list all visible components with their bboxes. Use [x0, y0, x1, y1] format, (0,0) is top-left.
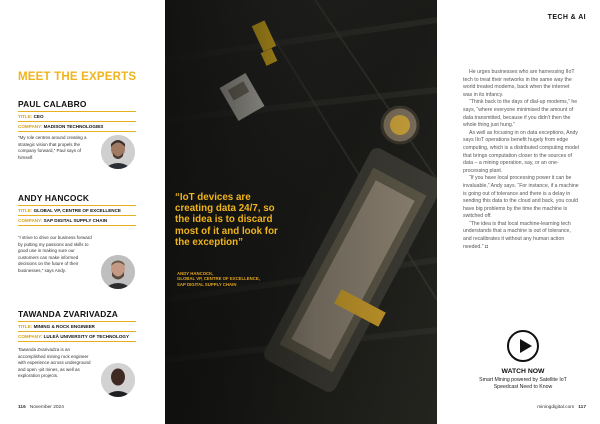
- watch-now-link[interactable]: WATCH NOW: [501, 368, 545, 375]
- pull-quote: “IoT devices are creating data 24/7, so the idea is to discard most of it and look for the exception”: [175, 192, 278, 248]
- article-paragraph: “The idea is that local machine-learning tech understands that a machine is out of tolerance, and recalibrates it without any human action needed.” ◘: [463, 220, 571, 250]
- attribution-name: ANDY HANCOCK,: [177, 271, 214, 276]
- expert-title: TITLE: CEO: [18, 112, 136, 122]
- right-page: [437, 0, 600, 424]
- expert-company: COMPANY: LULEÅ UNIVERSITY OF TECHNOLOGY: [18, 332, 136, 342]
- article-paragraph: He urges businesses who are harnessing IIoT tech to treat their networks in the same way the world treated modems, back when the internet was in its infancy.: [463, 69, 575, 98]
- expert-name: ANDY HANCOCK: [18, 193, 136, 206]
- expert-title: TITLE: MINING & ROCK ENGINEER: [18, 322, 136, 332]
- attribution-company: SAP DIGITAL SUPPLY CHAIN: [177, 281, 237, 287]
- pull-quote-attribution: [177, 271, 260, 287]
- avatar-paul-calabro: [101, 135, 135, 169]
- expert-tawanda-zvarivadza: [18, 309, 136, 379]
- attribution-role: GLOBAL VP, CENTRE OF EXCELLENCE,: [177, 276, 260, 282]
- expert-company: COMPANY: SAP DIGITAL SUPPLY CHAIN: [18, 216, 136, 226]
- article-paragraph: As well as focusing in on data exceptions, Andy says IIoT operations benefit hugely from edge computing, which is a distributed computing model that brings computation closer to the sources of data – a mining operation, say, or an one-processing plant.: [463, 129, 579, 174]
- play-icon[interactable]: [507, 330, 539, 362]
- page-number: 117: [578, 405, 586, 410]
- article-body: [463, 69, 580, 251]
- expert-quote: “My role centres around creating a strategic vision that propels the company forward,” Paul says of himself.: [18, 135, 87, 160]
- expert-title: TITLE: GLOBAL VP, CENTRE OF EXCELLENCE: [18, 206, 136, 216]
- site-url: miningdigital.com: [537, 405, 575, 410]
- expert-paul-calabro: [18, 99, 136, 160]
- expert-andy-hancock: [18, 193, 136, 273]
- section-tag: TECH & AI: [547, 14, 586, 21]
- expert-name: TAWANDA ZVARIVADZA: [18, 309, 136, 322]
- left-page: [0, 0, 165, 424]
- page-number: 116: [18, 405, 26, 410]
- left-folio: [18, 405, 64, 410]
- avatar-tawanda-zvarivadza: [101, 363, 135, 397]
- expert-name: PAUL CALABRO: [18, 99, 136, 112]
- expert-quote: Tawanda Zvarivadza is an accomplished mining rock engineer with experience across underground and open -pit mines, as well as exploration projects.: [18, 347, 91, 379]
- video-title[interactable]: Smart Mining powered by Satellite IoT Speedcast Need to Know: [479, 377, 567, 390]
- article-paragraph: “If you have local processing power it can be invaluable,” Andy says. “For instance, if a machine is going out of tolerance and there is a delay in sending this data to the cloud and back, you could have big problems by the time the machine is switched off.: [463, 175, 579, 220]
- issue-date: November 2024: [29, 405, 64, 410]
- avatar-andy-hancock: [101, 255, 135, 289]
- expert-quote: “I strive to drive our business forward by putting my passions and skills to good use in making sure our customers can make informed decisions on the future of their businesses,” says Andy.: [18, 235, 92, 273]
- article-paragraph: “Think back to the days of dial-up modems,” he says, “where everyone minimised the amount of data transmitted, because if you didn't then the whole thing just hung.”: [463, 99, 578, 129]
- section-title: MEET THE EXPERTS: [18, 71, 137, 83]
- expert-company: COMPANY: MADISON TECHNOLOGIES: [18, 122, 136, 132]
- mine-aerial-photo: [165, 0, 437, 424]
- right-folio: [537, 405, 586, 410]
